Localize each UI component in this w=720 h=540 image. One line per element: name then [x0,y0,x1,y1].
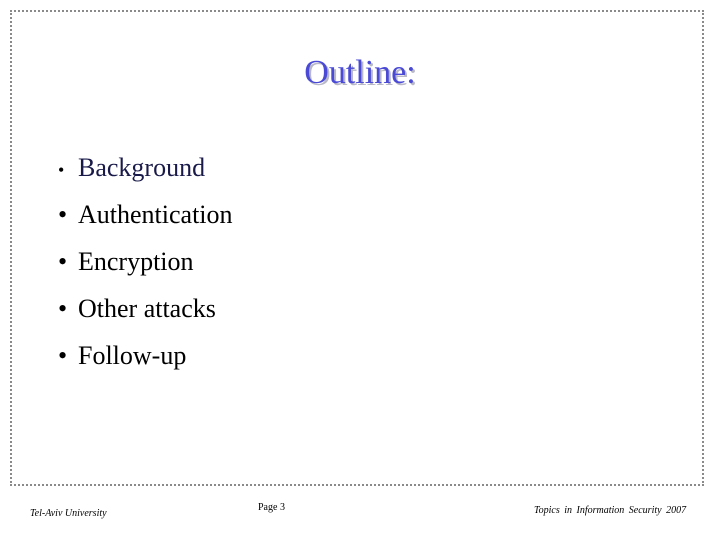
footer-page-number: Page 3 [258,502,285,513]
bullet-item-authentication [58,197,233,244]
bullet-text: Other attacks [78,294,216,323]
bullet-text: Encryption [78,247,194,276]
bullet-marker: • [58,294,68,323]
bullet-marker: • [58,247,68,276]
bullet-item-follow-up [58,338,233,385]
bullet-marker: • [58,341,68,370]
footer-course-title: Topics in Information Security 2007 [534,505,687,516]
slide-title [0,56,720,90]
bullet-item-background [58,150,233,197]
bullet-item-other-attacks [58,291,233,338]
bullet-marker: • [58,200,68,229]
bullet-marker: • [58,160,65,180]
bullet-text: Background [78,153,206,182]
footer-university: Tel-Aviv University [30,508,107,519]
bullet-text: Authentication [78,200,233,229]
bullet-list [58,150,233,385]
bullet-text: Follow-up [78,341,187,370]
slide-title-text: Outline [304,54,407,91]
slide-title-colon: : [406,54,416,91]
bullet-item-encryption [58,244,233,291]
